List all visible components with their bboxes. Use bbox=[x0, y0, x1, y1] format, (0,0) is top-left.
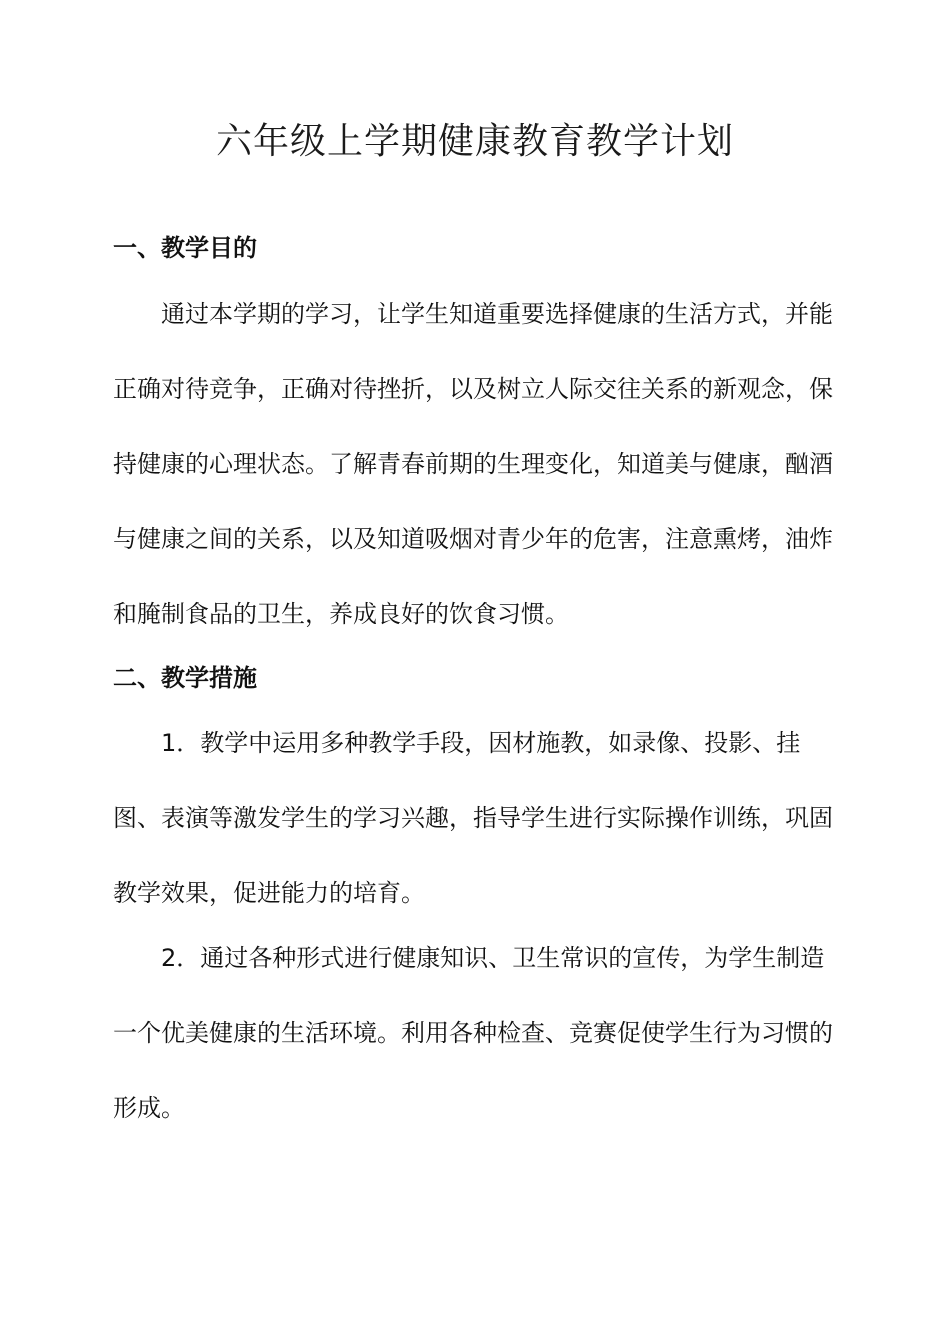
paragraph-objectives: 通过本学期的学习，让学生知道重要选择健康的生活方式，并能正确对待竞争，正确对待挫折，以及树立人际交往关系的新观念，保持健康的心理状态。了解青春前期的生理变化，知道美与健康，酗酒与健康之间的关系，以及知道吸烟对青少年的危害，注意熏烤，油炸和腌制食品的卫生，养成良好的饮食习惯。 bbox=[113, 300, 833, 628]
section-heading-measures: 二、教学措施 bbox=[113, 664, 257, 692]
section-heading-objectives: 一、教学目的 bbox=[113, 234, 257, 262]
paragraph-measure-2: 2．通过各种形式进行健康知识、卫生常识的宣传，为学生制造一个优美健康的生活环境。利用各种检查、竞赛促使学生行为习惯的形成。 bbox=[113, 944, 833, 1122]
paragraph-measure-1: 1．教学中运用多种教学手段，因材施教，如录像、投影、挂图、表演等激发学生的学习兴趣，指导学生进行实际操作训练，巩固教学效果，促进能力的培育。 bbox=[113, 729, 833, 907]
document-title: 六年级上学期健康教育教学计划 bbox=[215, 121, 734, 162]
